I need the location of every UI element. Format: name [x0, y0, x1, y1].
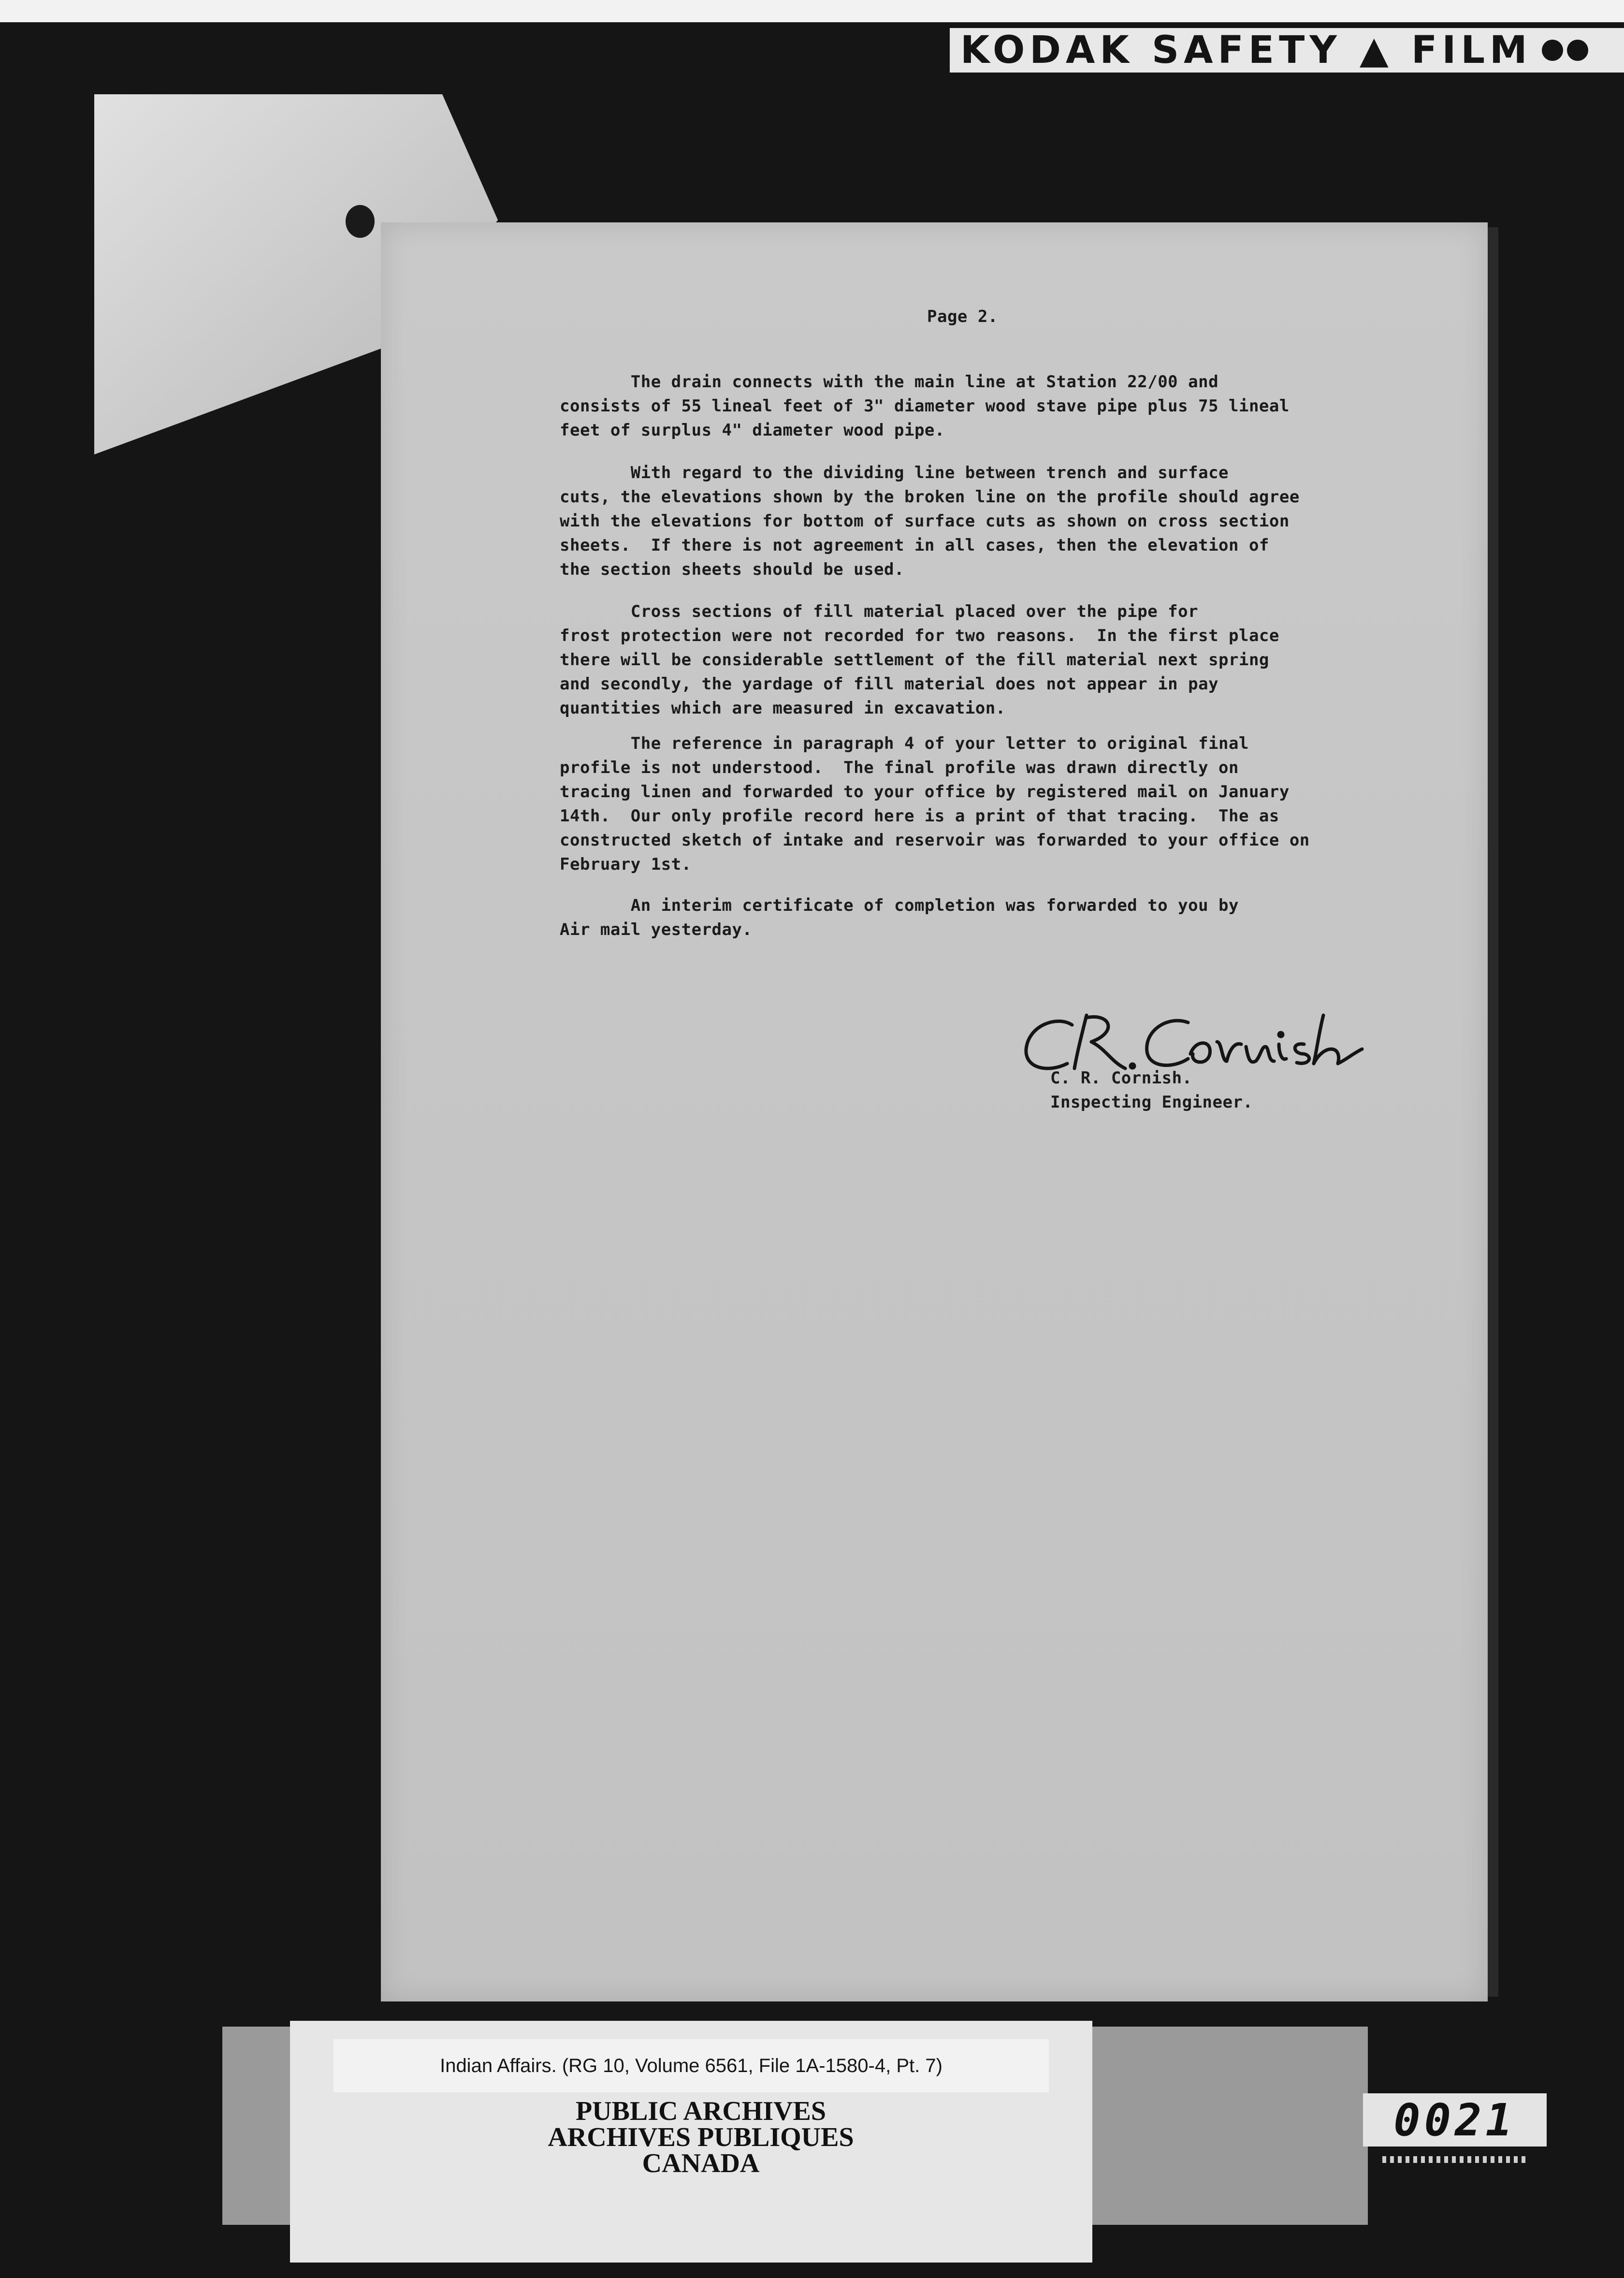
stamp-line-country: CANADA [642, 2148, 760, 2178]
paragraph-profile-reference: The reference in paragraph 4 of your letter to original final profile is not understood. The final profile was drawn directly on tracing linen and forwarded to your office by registered mail on January 14th. Our only profile record here is a print of that tracing. The as constructed sketch of intake and reservoir was forwarded to your office on February 1st. [560, 734, 1310, 874]
punch-hole-icon [346, 205, 375, 238]
archive-reference: Indian Affairs. (RG 10, Volume 6561, File 1A-1580-4, Pt. 7) [334, 2039, 1049, 2092]
page-number: Page 2. [927, 307, 998, 326]
stamp-line-english: PUBLIC ARCHIVES [575, 2096, 826, 2126]
film-edge-dots [1542, 40, 1588, 61]
letter-page [381, 222, 1488, 2001]
paragraph-interim-certificate: An interim certificate of completion was forwarded to you by Air mail yesterday. [560, 896, 1239, 939]
signatory-title: Inspecting Engineer. [1050, 1093, 1253, 1112]
public-archives-stamp [377, 2098, 1025, 2176]
film-edge-marking [950, 28, 1624, 73]
frame-counter [1363, 2093, 1547, 2147]
signatory-name: C. R. Cornish. [1050, 1068, 1192, 1088]
paragraph-drain: The drain connects with the main line at Station 22/00 and consists of 55 lineal feet of 3" diameter wood stave pipe plus 75 lineal feet of surplus 4" diameter wood pipe. [560, 372, 1290, 440]
frame-number: 0021 [1393, 2094, 1516, 2146]
frame-counter-ticks [1382, 2156, 1527, 2163]
stamp-line-french: ARCHIVES PUBLIQUES [548, 2122, 854, 2152]
film-edge-top [0, 0, 1624, 22]
paragraph-cross-sections: Cross sections of fill material placed over the pipe for frost protection were not recorded for two reasons. In the first place there will be considerable settlement of the fill material next spring and secondly, the yardage of fill material does not appear in pay quantities which are measured in excavation. [560, 602, 1279, 718]
kodak-marking-text: KODAK SAFETY ▲ FILM [960, 29, 1532, 72]
paragraph-dividing-line: With regard to the dividing line between trench and surface cuts, the elevations shown by the broken line on the profile should agree with the elevations for bottom of surface cuts as shown on cross section sheets. If there is not agreement in all cases, then the elevation of the section sheets should be used. [560, 463, 1300, 579]
